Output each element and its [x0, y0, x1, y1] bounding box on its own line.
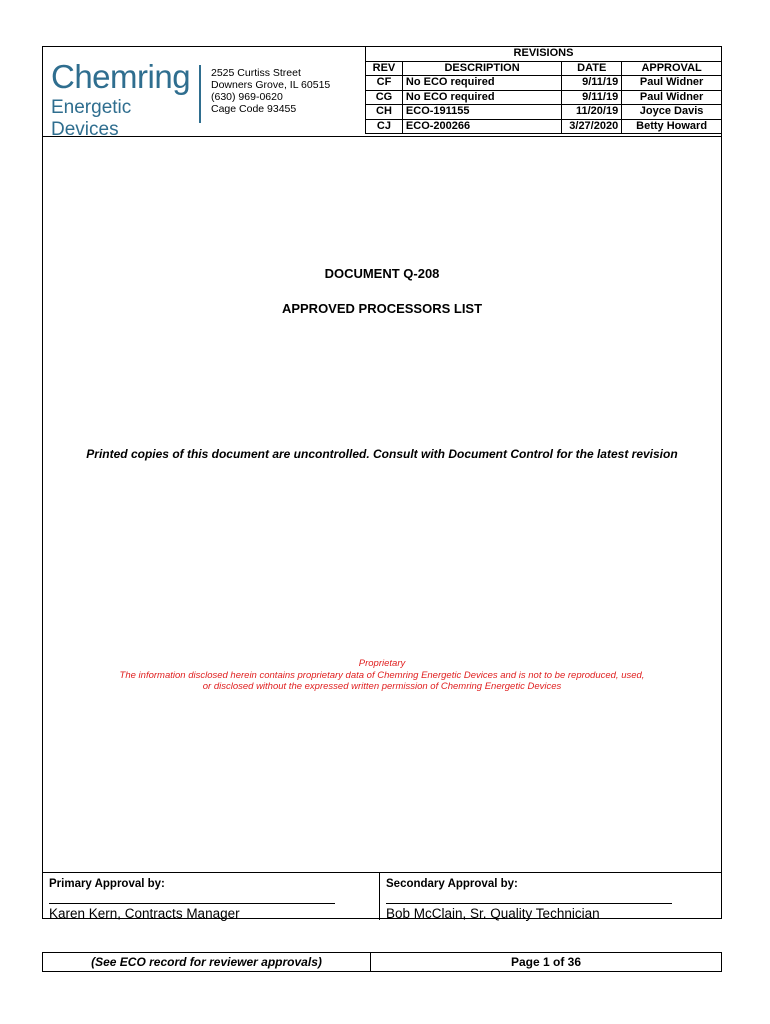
page-number: Page 1 of 36	[510, 955, 582, 969]
address-city: Downers Grove, IL 60515	[211, 79, 331, 91]
company-logo	[51, 58, 201, 140]
proprietary-heading: Proprietary	[358, 658, 406, 669]
proprietary-line-2: or disclosed without the expressed written permission of Chemring Energetic Devices	[202, 681, 562, 692]
primary-approver-name: Karen Kern, Contracts Manager	[49, 906, 240, 921]
approval-section	[43, 872, 721, 919]
document-frame	[42, 46, 722, 919]
approval-divider	[379, 873, 380, 920]
proprietary-notice	[43, 658, 721, 693]
logo-subtitle: Energetic Devices	[51, 97, 132, 140]
proprietary-line-1: The information disclosed herein contains proprietary data of Chemring Energetic Devices and is not to be reproduced, used,	[119, 669, 645, 681]
col-header-description: DESCRIPTION	[402, 61, 561, 76]
approval-cell: Paul Widner	[622, 90, 722, 105]
uncontrolled-copy-notice: Printed copies of this document are uncontrolled. Consult with Document Control for the latest revision	[86, 447, 678, 461]
rev-cell: CF	[366, 76, 403, 91]
address-phone: (630) 969-0620	[211, 91, 283, 103]
date-cell: 11/20/19	[562, 105, 622, 120]
approval-cell: Betty Howard	[622, 119, 722, 134]
revisions-title: REVISIONS	[366, 47, 722, 62]
document-number: DOCUMENT Q-208	[324, 266, 440, 281]
page-footer	[42, 952, 722, 972]
document-header	[43, 47, 721, 140]
description-cell: No ECO required	[402, 90, 561, 105]
description-cell: ECO-200266	[402, 119, 561, 134]
table-row	[366, 105, 722, 120]
date-cell: 3/27/2020	[562, 119, 622, 134]
secondary-signature-line	[386, 903, 672, 904]
col-header-date: DATE	[562, 61, 622, 76]
document-title: APPROVED PROCESSORS LIST	[281, 301, 483, 316]
revisions-header-row	[366, 61, 722, 76]
rev-cell: CG	[366, 90, 403, 105]
table-row	[366, 119, 722, 134]
secondary-approval-label: Secondary Approval by:	[386, 878, 518, 890]
secondary-approver-name: Bob McClain, Sr. Quality Technician	[386, 906, 600, 921]
col-header-rev: REV	[366, 61, 403, 76]
approval-cell: Paul Widner	[622, 76, 722, 91]
rev-cell: CH	[366, 105, 403, 120]
rev-cell: CJ	[366, 119, 403, 134]
date-cell: 9/11/19	[562, 76, 622, 91]
revisions-table	[365, 46, 722, 134]
eco-record-note: (See ECO record for reviewer approvals)	[91, 955, 322, 969]
revisions-title-row	[366, 47, 722, 62]
table-row	[366, 90, 722, 105]
col-header-approval: APPROVAL	[622, 61, 722, 76]
primary-approval-label: Primary Approval by:	[49, 878, 165, 890]
address-cage-code: Cage Code 93455	[211, 103, 297, 115]
description-cell: ECO-191155	[402, 105, 561, 120]
company-address	[211, 67, 361, 115]
logo-wordmark: Chemring	[51, 58, 191, 95]
description-cell: No ECO required	[402, 76, 561, 91]
approval-cell: Joyce Davis	[622, 105, 722, 120]
primary-signature-line	[49, 903, 335, 904]
table-row	[366, 76, 722, 91]
logo-divider	[199, 65, 201, 123]
date-cell: 9/11/19	[562, 90, 622, 105]
address-street: 2525 Curtiss Street	[211, 67, 301, 79]
